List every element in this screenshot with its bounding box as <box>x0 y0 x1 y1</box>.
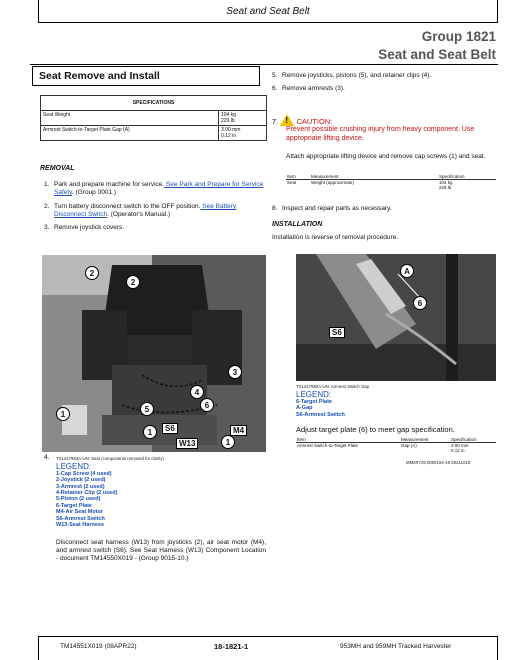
step-8: 8. Inspect and repair parts as necessary. <box>272 205 392 212</box>
legend-title: LEGEND: <box>296 390 332 399</box>
legend-title: LEGEND: <box>56 462 92 471</box>
running-head: Seat and Seat Belt <box>226 6 310 17</box>
footer-rule-line <box>38 636 498 637</box>
legend-item: 2-Joystick (2 used) <box>56 477 106 484</box>
adjust-text: Adjust target plate (6) to meet gap specification. <box>296 425 455 434</box>
legend-item: 5-Piston (2 used) <box>56 496 101 503</box>
group-number: Group 1821 <box>421 29 496 44</box>
callout: 2 <box>85 266 99 280</box>
tag-w13: W13 <box>176 438 198 449</box>
callout: 1 <box>221 435 235 449</box>
callout: 1 <box>56 407 70 421</box>
group-title: Seat and Seat Belt <box>378 47 496 62</box>
callout: 2 <box>126 275 140 289</box>
spec-item: Seat Weight <box>41 111 219 126</box>
legend-item: 3-Armrest (2 used) <box>56 483 105 490</box>
group-heading <box>378 28 496 64</box>
callout: 6 <box>200 398 214 412</box>
document-reference: MM0R729,0000194-19-20211019 <box>406 460 471 465</box>
spec-value: 104 kg 229 lb <box>219 111 267 126</box>
spec-item: Armrest Switch-to-Target Plate Gap (A) <box>41 126 219 141</box>
footer-right-rule <box>497 636 498 660</box>
legend-item: S6-Armrest Switch <box>56 515 105 522</box>
callout: 4 <box>190 385 204 399</box>
spec-row <box>41 111 267 126</box>
tag-m4: M4 <box>230 425 247 436</box>
removal-step-1: 1. Park and prepare machine for service. See Park and Prepare for Service Safety. (Group 0001.) <box>44 181 264 196</box>
weight-table: Item Measurement Specification Seat Weight (approximate) 104 kg 229 lb <box>286 174 496 190</box>
park-prepare-link[interactable]: See Park and Prepare for Service Safety <box>54 181 264 196</box>
callout: 1 <box>143 425 157 439</box>
removal-step-2: 2. Turn battery disconnect switch to the OFF position. See Battery Disconnect Switch. (Operator's Manual.) <box>44 203 237 218</box>
legend-item: M4-Air Seat Motor <box>56 509 104 516</box>
caution-label: CAUTION: <box>296 117 333 126</box>
step-5: 5. Remove joysticks, pistons (5), and retainer clips (4). <box>272 72 432 79</box>
step-7-number: 7. <box>272 117 279 126</box>
armrest-legend <box>296 391 496 418</box>
legend-item: A-Gap <box>296 405 313 412</box>
gap-table: Item Measurement Specification Armrest Switch-to-Target Plate Gap (A) 3.00 mm 0.12 in <box>296 437 496 453</box>
legend-item: W13-Seat Harness <box>56 522 104 529</box>
removal-heading: REMOVAL <box>40 165 75 172</box>
section-title: Seat Remove and Install <box>32 66 260 86</box>
legend-item: S6-Armrest Switch <box>296 411 345 418</box>
top-rule-line <box>38 22 498 23</box>
footer-left-rule <box>38 636 39 660</box>
callout: 3 <box>228 365 242 379</box>
armrest-switch-illustration <box>296 254 496 381</box>
step-6: 6. Remove armrests (3). <box>272 85 345 92</box>
spec-value: 3.00 mm 0.12 in <box>219 126 267 141</box>
spec-row <box>41 126 267 141</box>
step-7-text: Attach appropriate lifting device and remove cap screws (1) and seat. <box>286 153 486 160</box>
seat-figure-caption: TX1247953A-UN: Seat (components removed for clarity) <box>56 456 164 461</box>
weight-row: Seat Weight (approximate) 104 kg 229 lb <box>287 180 453 190</box>
tag-s6: S6 <box>329 327 345 338</box>
caution-message: Prevent possible crushing injury from heavy component. Use appropriate lifting device. <box>286 126 475 142</box>
seat-legend <box>56 463 268 528</box>
footer-model: 953MH and 959MH Tracked Harvester <box>340 643 452 650</box>
heading-rule <box>30 64 498 65</box>
legend-item: 6-Target Plate <box>296 398 332 405</box>
armrest-figure-caption: TX1247950A-UN: Armrest Switch Gap <box>296 384 370 389</box>
seat-figure <box>42 255 266 452</box>
legend-item: 4-Retainer Clip (2 used) <box>56 490 118 497</box>
battery-disconnect-link[interactable]: See Battery Disconnect Switch <box>54 203 237 218</box>
warning-icon: ! <box>280 114 294 126</box>
legend-item: 6-Target Plate <box>56 502 92 509</box>
tag-s6: S6 <box>162 423 178 434</box>
installation-text: Installation is reverse of removal procedure. <box>272 234 399 241</box>
specifications-table <box>40 95 267 141</box>
footer-page-number: 18-1821-1 <box>214 642 249 651</box>
callout: 5 <box>140 402 154 416</box>
gap-row: Armrest Switch-to-Target Plate Gap (A) 3.00 mm 0.12 in <box>297 443 469 453</box>
legend-item: 1-Cap Screw (4 used) <box>56 470 112 477</box>
seat-illustration <box>42 255 266 452</box>
step-4-text: Disconnect seat harness (W13) from joysticks (2), air seat motor (M4), and armrest switch (S6). See Seat Harness (W13) Component Location - document TM14550X019 - (Group 9015-10.) <box>56 539 266 562</box>
footer-tm-number: TM14551X019 (08APR22) <box>60 643 137 650</box>
installation-heading: INSTALLATION <box>272 221 323 228</box>
armrest-switch-figure <box>296 254 496 381</box>
callout-6: 6 <box>413 296 427 310</box>
removal-step-3: 3. Remove joystick covers. <box>44 224 125 231</box>
callout-a: A <box>400 264 414 278</box>
spec-header: SPECIFICATIONS <box>41 96 267 111</box>
